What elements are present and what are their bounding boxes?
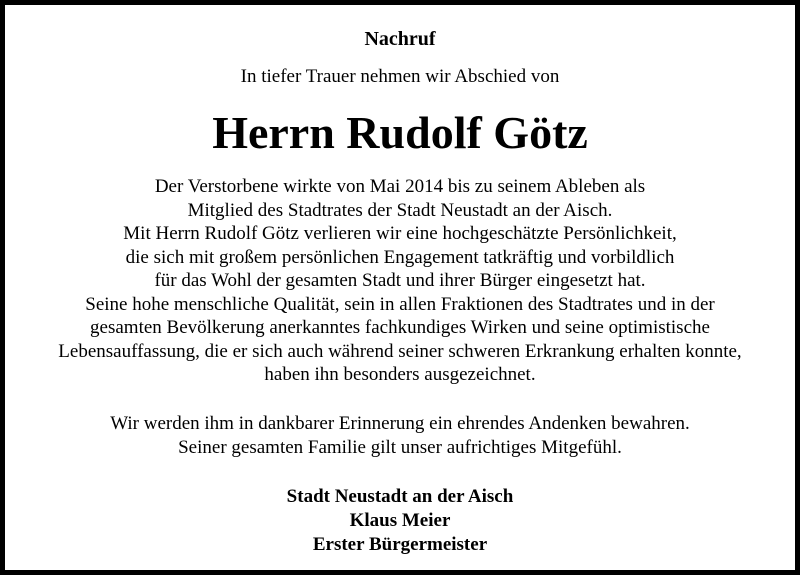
tribute-line: haben ihn besonders ausgezeichnet.	[264, 364, 536, 385]
signature-block	[5, 485, 795, 557]
signature-person: Klaus Meier	[349, 510, 451, 531]
deceased-name: Herrn Rudolf Götz	[212, 107, 588, 158]
remembrance-line: Wir werden ihm in dankbarer Erinnerung ein ehrendes Andenken bewahren.	[110, 413, 690, 434]
notice-intro: In tiefer Trauer nehmen wir Abschied von	[240, 66, 560, 87]
tribute-line: die sich mit großem persönlichen Engagement tatkräftig und vorbildlich	[125, 246, 675, 268]
tribute-line: Lebensauffassung, die er sich auch während seiner schweren Erkrankung erhalten konnte,	[58, 340, 742, 362]
tribute-line: Seine hohe menschliche Qualität, sein in allen Fraktionen des Stadtrates und in der	[85, 293, 715, 315]
remembrance-paragraph	[5, 412, 795, 459]
tribute-line: gesamten Bevölkerung anerkanntes fachkundiges Wirken und seine optimistische	[90, 317, 710, 338]
signature-organization: Stadt Neustadt an der Aisch	[286, 486, 514, 507]
tribute-line: für das Wohl der gesamten Stadt und ihrer Bürger eingesetzt hat.	[154, 270, 646, 291]
tribute-paragraph	[5, 175, 795, 387]
signature-title: Erster Bürgermeister	[312, 534, 488, 555]
remembrance-line: Seiner gesamten Familie gilt unser aufrichtiges Mitgefühl.	[178, 436, 622, 458]
tribute-line: Der Verstorbene wirkte von Mai 2014 bis zu seinem Ableben als	[154, 176, 646, 197]
tribute-line: Mit Herrn Rudolf Götz verlieren wir eine hochgeschätzte Persönlichkeit,	[123, 223, 677, 244]
tribute-line: Mitglied des Stadtrates der Stadt Neustadt an der Aisch.	[187, 199, 613, 221]
notice-heading: Nachruf	[364, 28, 436, 50]
